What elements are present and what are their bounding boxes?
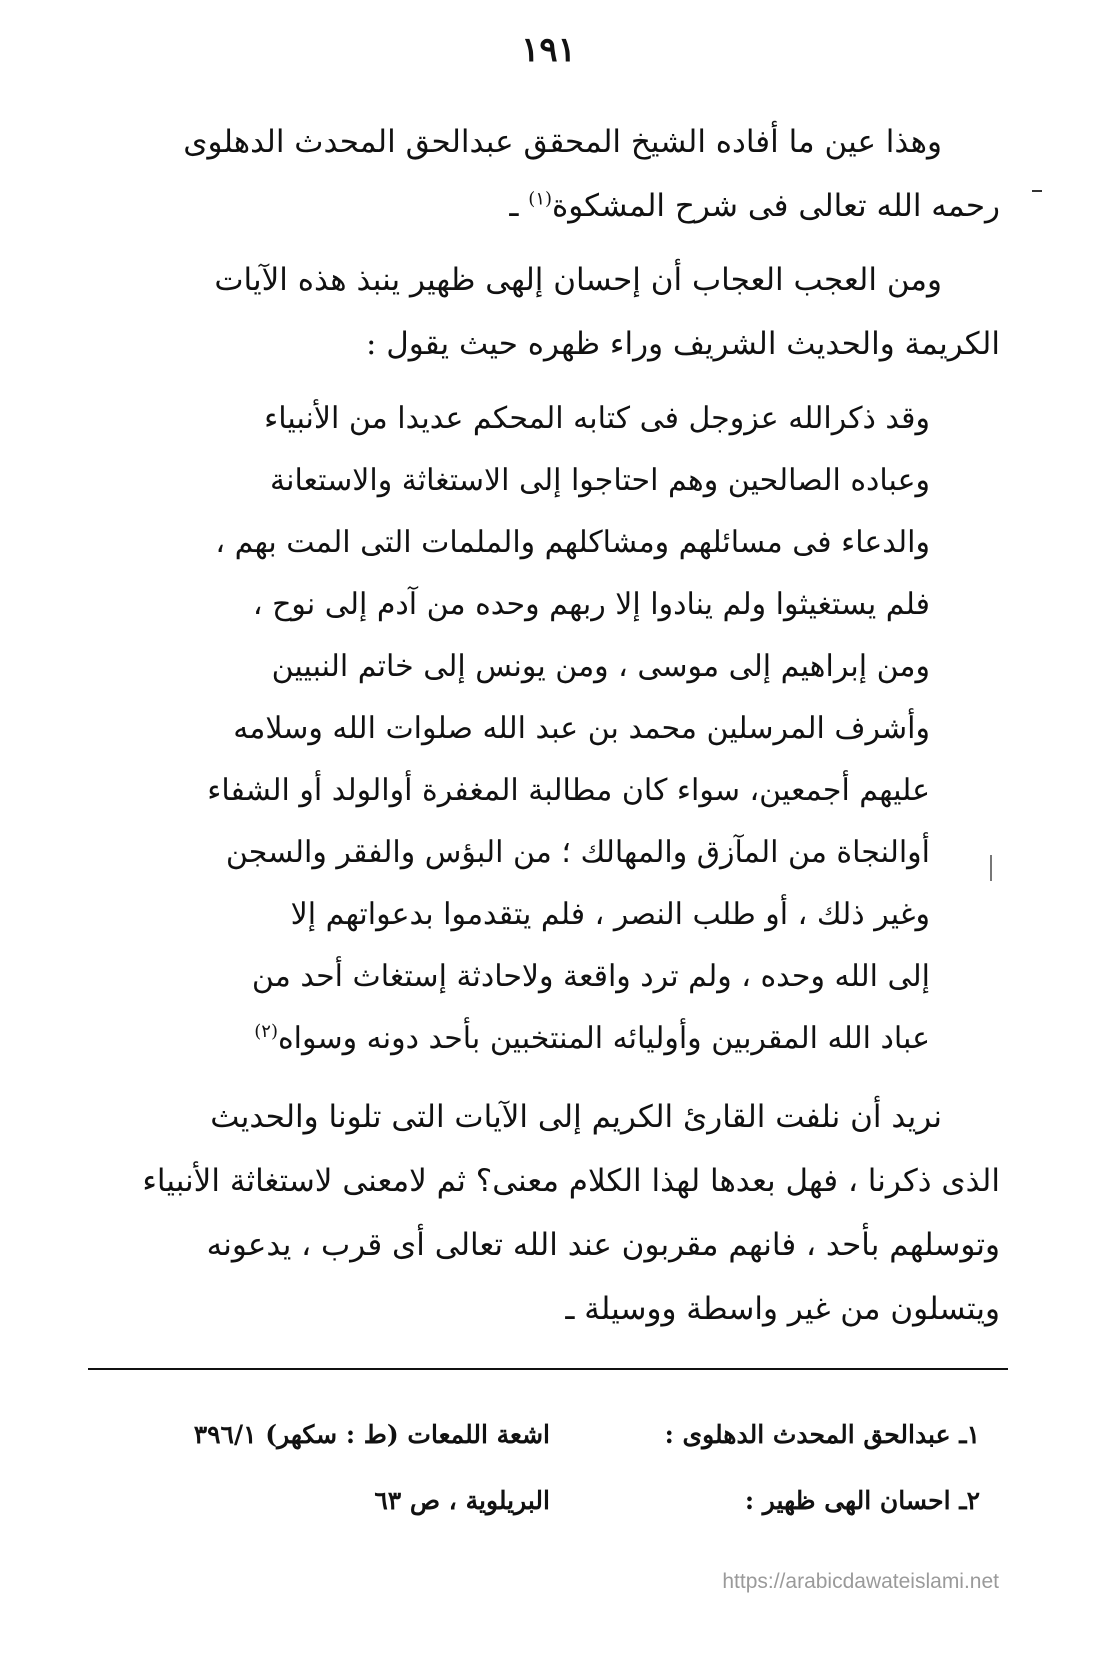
quote-line: عليهم أجمعين، سواء كان مطالبة المغفرة أوالولد أو الشفاء xyxy=(207,773,930,808)
intro-paragraph xyxy=(100,110,1000,238)
text-line xyxy=(100,174,1000,238)
text-line: الكريمة والحديث الشريف وراء ظهره حيث يقول : xyxy=(365,326,1000,362)
block-quote xyxy=(170,388,930,1070)
quote-line: إلى الله وحده ، ولم ترد واقعة ولاحادثة إستغاث أحد من xyxy=(251,959,930,994)
critique-paragraph xyxy=(100,248,1000,376)
text-line: نريد أن نلفت القارئ الكريم إلى الآيات التى تلونا والحديث xyxy=(210,1099,942,1135)
quote-line: والدعاء فى مسائلهم ومشاكلهم والملمات التى المت بهم ، xyxy=(215,525,930,560)
footnote-author: ١ـ عبدالحق المحدث الدهلوى : xyxy=(664,1420,980,1449)
text-line: ومن العجب العجاب أن إحسان إلهى ظهير ينبذ هذه الآيات xyxy=(214,262,942,298)
text-line: وهذا عين ما أفاده الشيخ المحقق عبدالحق المحدث الدهلوى xyxy=(183,124,942,160)
response-paragraph xyxy=(100,1085,1000,1341)
margin-tick xyxy=(990,855,992,881)
quote-line: وقد ذكرالله عزوجل فى كتابه المحكم عديدا من الأنبياء xyxy=(264,401,930,436)
footnote-author: ٢ـ احسان الهى ظهير : xyxy=(744,1486,980,1515)
line-end-mark: ـ xyxy=(509,188,529,224)
footnote-ref: (١) xyxy=(528,188,553,210)
page-number: ١٩١ xyxy=(521,30,576,70)
footnotes xyxy=(160,1402,980,1534)
quote-line: وأشرف المرسلين محمد بن عبد الله صلوات الله وسلامه xyxy=(233,711,930,746)
quote-line: أوالنجاة من المآزق والمهالك ؛ من البؤس والفقر والسجن xyxy=(225,835,930,870)
quote-line xyxy=(170,1008,930,1070)
footnote-2 xyxy=(160,1468,980,1534)
text-line: ويتسلون من غير واسطة ووسيلة ـ xyxy=(565,1291,1000,1327)
footnote-1 xyxy=(160,1402,980,1468)
text-line-content: رحمه الله تعالى فى شرح المشكوة xyxy=(552,188,1000,224)
quote-line-content: عباد الله المقربين وأوليائه المنتخبين بأحد دونه وسواه xyxy=(277,1021,930,1056)
footnote-divider xyxy=(88,1368,1008,1370)
quote-line: ومن إبراهيم إلى موسى ، ومن يونس إلى خاتم النبيين xyxy=(271,649,930,684)
quote-line: وغير ذلك ، أو طلب النصر ، فلم يتقدموا بدعواتهم إلا xyxy=(290,897,930,932)
margin-mark xyxy=(1032,190,1042,192)
quote-line: فلم يستغيثوا ولم ينادوا إلا ربهم وحده من آدم إلى نوح ، xyxy=(252,587,930,622)
footnote-work: البريلوية ، ص ٦٣ xyxy=(374,1486,550,1515)
text-line: الذى ذكرنا ، فهل بعدها لهذا الكلام معنى؟ ثم لامعنى لاستغاثة الأنبياء xyxy=(142,1163,1000,1199)
watermark: https://arabicdawateislami.net xyxy=(722,1570,999,1593)
text-line: وتوسلهم بأحد ، فانهم مقربون عند الله تعالى أى قرب ، يدعونه xyxy=(206,1227,1000,1263)
quote-line: وعباده الصالحين وهم احتاجوا إلى الاستغاثة والاستعانة xyxy=(270,463,930,498)
footnote-work: اشعة اللمعات (ط : سكهر) ٣٩٦/١ xyxy=(193,1420,550,1449)
footnote-ref: (٢) xyxy=(254,1021,278,1042)
